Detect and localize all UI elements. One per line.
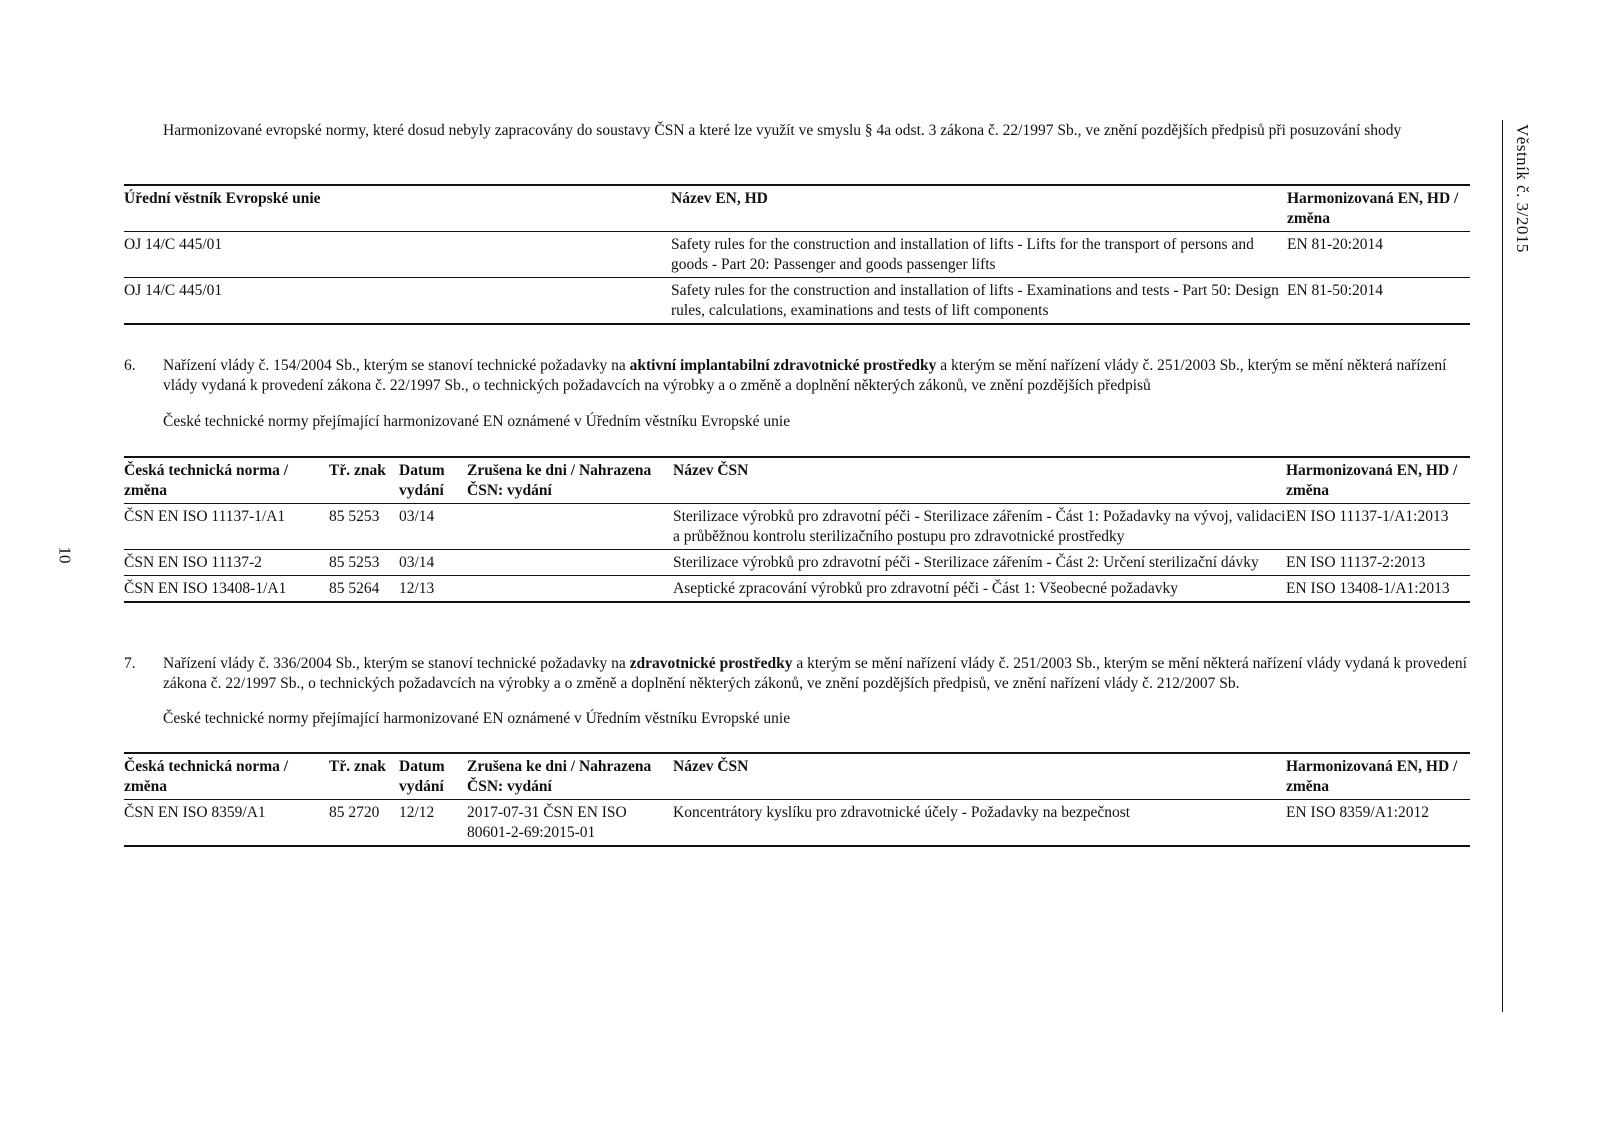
table-cell: ČSN EN ISO 11137-2 [124,550,329,576]
col-header: Česká technická norma / změna [124,753,329,800]
table-header-row [124,753,1470,800]
table-cell: 12/12 [399,800,467,847]
table-header-row [124,457,1470,504]
table-cell: 85 5264 [329,576,399,603]
col-header: Název ČSN [673,457,1286,504]
col-header: Zrušena ke dni / Nahrazena ČSN: vydání [467,457,673,504]
table-cell: EN ISO 8359/A1:2012 [1286,800,1470,847]
col-header: Zrušena ke dni / Nahrazena ČSN: vydání [467,753,673,800]
table-header-row [124,185,1470,232]
section-text: Nařízení vlády č. 336/2004 Sb., kterým se stanoví technické požadavky na zdravotnické prostředky a kterým se mění nařízení vlády č. 251/2003 Sb., kterým se mění některá nařízení vlády vydaná k provedení zákona č. 22/1997 Sb., o technických požadavcích na výrobky a o změně a doplnění některých zákonů, ve znění pozdějších předpisů, ve znění nařízení vlády č. 212/2007 Sb. [163,655,1467,692]
section-highlight: zdravotnické prostředky [629,655,793,672]
col-header: Datum vydání [399,753,467,800]
table-cell: ČSN EN ISO 8359/A1 [124,800,329,847]
section-highlight: aktivní implantabilní zdravotnické prostředky [629,357,937,374]
table-cell: 12/13 [399,576,467,603]
table-cell: Aseptické zpracování výrobků pro zdravotní péči - Část 1: Všeobecné požadavky [673,576,1286,603]
col-header: Název ČSN [673,753,1286,800]
table-cell: EN ISO 11137-1/A1:2013 [1286,504,1470,550]
table-eu-journal [124,184,1470,325]
table-cell: Safety rules for the construction and installation of lifts - Examinations and tests - Part 50: Design rules, calculations, examinations and tests of lift components [671,278,1287,325]
section-6-subheading: České technické normy přejímající harmonizované EN oznámené v Úředním věstníku Evropské unie [163,413,791,430]
table-cell: ČSN EN ISO 11137-1/A1 [124,504,329,550]
table-cell: Sterilizace výrobků pro zdravotní péči - Sterilizace zářením - Část 1: Požadavky na vývoj, validaci a průběžnou kontrolu sterilizačního postupu pro zdravotnické prostředky [673,504,1286,550]
table-cell: ČSN EN ISO 13408-1/A1 [124,576,329,603]
col-header: Datum vydání [399,457,467,504]
table-row [124,800,1470,847]
col-header: Česká technická norma / změna [124,457,329,504]
table-cell: EN 81-50:2014 [1287,278,1470,325]
table-row [124,504,1470,550]
table-cell: OJ 14/C 445/01 [124,278,671,325]
section-number: 7. [124,655,136,672]
section-number: 6. [124,357,136,374]
col-header: Harmonizovaná EN, HD / změna [1286,753,1470,800]
table-cell: EN ISO 11137-2:2013 [1286,550,1470,576]
col-header: Harmonizovaná EN, HD / změna [1287,185,1470,232]
page-number: 10 [55,546,75,564]
table-cell [467,576,673,603]
table-cell: Koncentrátory kyslíku pro zdravotnické účely - Požadavky na bezpečnost [673,800,1286,847]
section-text: Nařízení vlády č. 154/2004 Sb., kterým se stanoví technické požadavky na aktivní implantabilní zdravotnické prostředky a kterým se mění nařízení vlády č. 251/2003 Sb., kterým se mění některá nařízení vlády vydaná k provedení zákona č. 22/1997 Sb., o technických požadavcích na výrobky a o změně a doplnění některých zákonů, ve znění pozdějších předpisů [163,357,1447,394]
journal-issue-title: Věstník č. 3/2015 [1513,124,1532,253]
table-csn-section-7 [124,752,1470,847]
col-header: Tř. znak [329,753,399,800]
table-row [124,550,1470,576]
table-cell: Safety rules for the construction and installation of lifts - Lifts for the transport of persons and goods - Part 20: Passenger and goods passenger lifts [671,232,1287,278]
section-7-subheading: České technické normy přejímající harmonizované EN oznámené v Úředním věstníku Evropské unie [163,710,791,727]
margin-rule [1502,120,1503,1012]
table-cell: 85 5253 [329,504,399,550]
col-header: Úřední věstník Evropské unie [124,185,671,232]
table-cell [467,550,673,576]
table-csn-section-6 [124,456,1470,603]
table-cell: Sterilizace výrobků pro zdravotní péči - Sterilizace zářením - Část 2: Určení sterilizační dávky [673,550,1286,576]
table-cell: 85 2720 [329,800,399,847]
table-cell: 03/14 [399,550,467,576]
table-row [124,576,1470,603]
table-cell: EN ISO 13408-1/A1:2013 [1286,576,1470,603]
col-header: Název EN, HD [671,185,1287,232]
table-cell [467,504,673,550]
table-cell: EN 81-20:2014 [1287,232,1470,278]
section-6 [124,356,1474,396]
table-cell: 2017-07-31 ČSN EN ISO 80601-2-69:2015-01 [467,800,673,847]
section-7 [124,654,1474,694]
table-cell: 03/14 [399,504,467,550]
col-header: Harmonizovaná EN, HD / změna [1286,457,1470,504]
intro-text: Harmonizované evropské normy, které dosud nebyly zapracovány do soustavy ČSN a které lze využít ve smyslu § 4a odst. 3 zákona č. 22/1997 Sb., ve znění pozdějších předpisů při posuzování shody [163,122,1402,139]
table-cell: 85 5253 [329,550,399,576]
col-header: Tř. znak [329,457,399,504]
table-row [124,232,1470,278]
table-row [124,278,1470,325]
table-cell: OJ 14/C 445/01 [124,232,671,278]
